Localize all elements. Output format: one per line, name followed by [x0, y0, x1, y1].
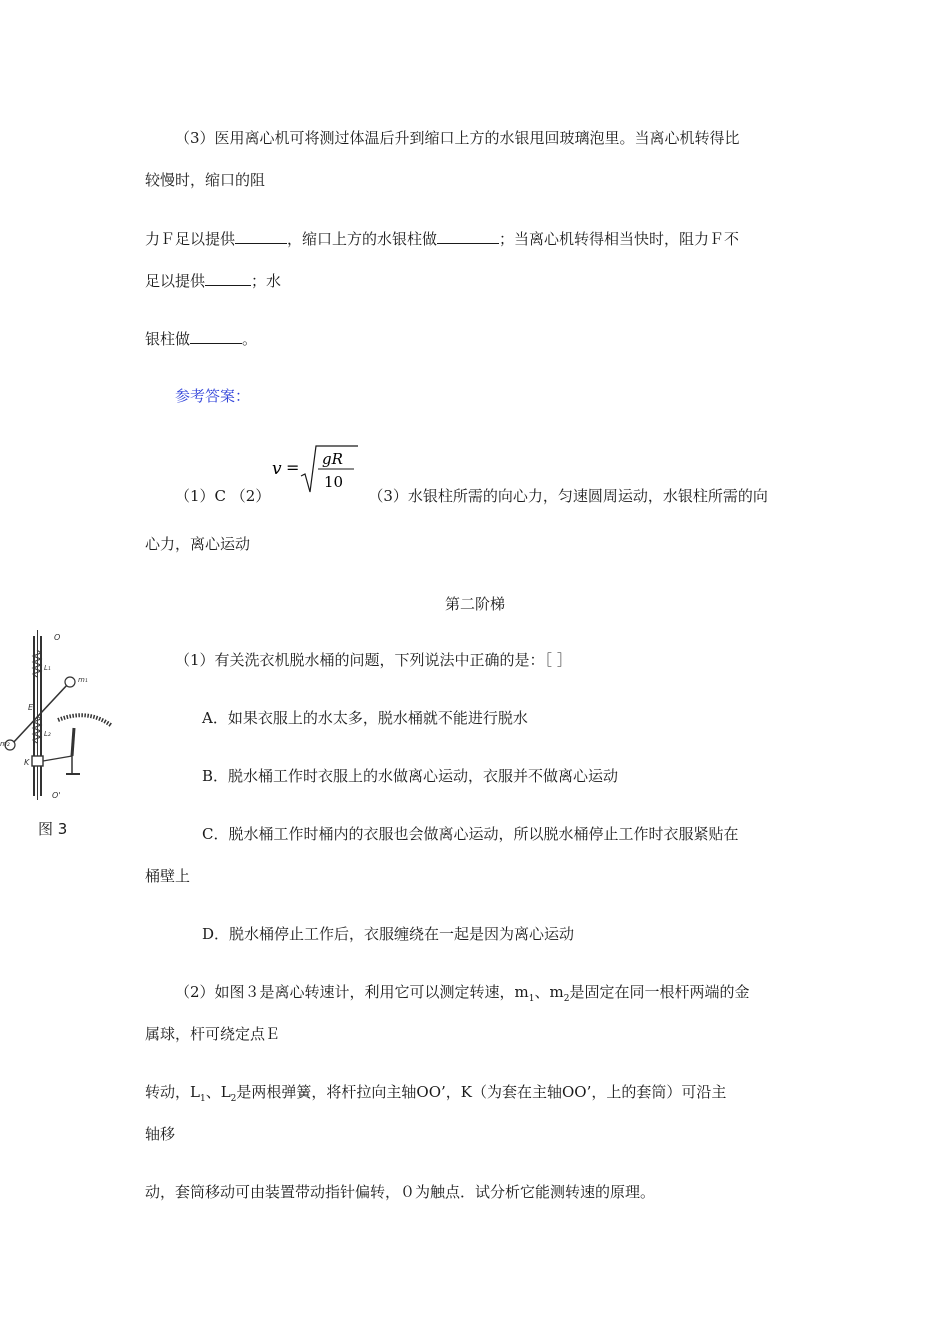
formula-numerator: gR — [322, 450, 343, 468]
dial-scale — [58, 715, 112, 726]
s2q2-line-2: 属球，杆可绕定点Ｅ — [145, 1025, 281, 1043]
s2q1-option-c-line-1: C．脱水桶工作时桶内的衣服也会做离心运动，所以脱水桶停止工作时衣服紧贴在 — [202, 825, 739, 843]
subscript-l2: 2 — [230, 1094, 237, 1104]
answer-line-1-part-b: （3）水银柱所需的向心力，匀速圆周运动，水银柱所需的向 — [368, 487, 768, 505]
blank-3 — [205, 270, 251, 286]
linkage-rod — [43, 756, 72, 761]
label-m1: m₁ — [78, 676, 88, 684]
subscript-l1: 1 — [199, 1094, 206, 1104]
centrifugal-tachometer-figure — [0, 628, 120, 800]
q3-line-1: （3）医用离心机可将测过体温后升到缩口上方的水银甩回玻璃泡里。当离心机转得比 — [175, 129, 740, 147]
q3-line-3-part-c: ；当离心机转得相当快时，阻力Ｆ不 — [499, 230, 740, 248]
q3-line-5 — [145, 328, 257, 349]
s2q2-line-3-part-c: 是两根弹簧，将杆拉向主轴OO’，K（为套在主轴OO’，上的套筒）可沿主 — [236, 1083, 727, 1101]
s2q2-line-3-part-a: 转动，L — [145, 1083, 200, 1101]
label-e: E — [28, 703, 34, 712]
figure-caption: 图 3 — [38, 820, 68, 838]
q3-line-3-part-a: 力Ｆ足以提供 — [145, 230, 236, 248]
ball-m1 — [65, 677, 75, 687]
label-l1: L₁ — [44, 664, 51, 672]
s2q2-line-1-part-b: 、m — [534, 983, 564, 1001]
sleeve-k — [32, 756, 43, 766]
answer-label: 参考答案： — [175, 387, 251, 405]
label-l2: L₂ — [44, 730, 51, 738]
s2q2-line-5: 动，套筒移动可由装置带动指针偏转，０为触点．试分析它能测转速的原理。 — [145, 1183, 656, 1201]
pointer — [72, 728, 74, 756]
q3-line-5-part-a: 银柱做 — [145, 330, 191, 348]
q3-line-3-part-b: ，缩口上方的水银柱做 — [287, 230, 438, 248]
blank-1 — [235, 228, 287, 244]
answer-line-2: 心力，离心运动 — [145, 535, 251, 553]
s2q2-line-1 — [175, 982, 750, 1009]
q3-line-4-part-a: 足以提供 — [145, 272, 206, 290]
s2q2-line-1-part-c: 是固定在同一根杆两端的金 — [569, 983, 750, 1001]
q3-line-4 — [145, 270, 281, 291]
q3-line-5-part-b: 。 — [242, 330, 258, 348]
s2q1-option-d: D．脱水桶停止工作后，衣服缠绕在一起是因为离心运动 — [202, 925, 575, 943]
answer-line-1 — [175, 486, 768, 506]
s2q2-line-1-part-a: （2）如图３是离心转速计，利用它可以测定转速，m — [175, 983, 529, 1001]
section-title: 第二阶梯 — [444, 595, 505, 613]
formula-v: v — [272, 459, 282, 479]
label-k: K — [24, 758, 30, 767]
s2q2-line-3 — [145, 1082, 726, 1109]
q3-line-3 — [145, 228, 739, 249]
label-m2: m₂ — [0, 740, 10, 748]
s2q1-option-a: A．如果衣服上的水太多，脱水桶就不能进行脱水 — [202, 709, 528, 727]
blank-4 — [190, 328, 242, 344]
s2q1-stem: （1）有关洗衣机脱水桶的问题，下列说法中正确的是：［ ］ — [175, 651, 572, 669]
q3-line-4-part-b: ；水 — [251, 272, 282, 290]
s2q1-option-b: B．脱水桶工作时衣服上的水做离心运动，衣服并不做离心运动 — [202, 767, 619, 785]
formula-equals: = — [286, 458, 300, 477]
label-o-prime: O' — [52, 791, 61, 800]
blank-2 — [437, 228, 499, 244]
label-o: O — [54, 633, 61, 642]
s2q1-option-c-line-2: 桶壁上 — [145, 867, 191, 885]
subscript-m2: 2 — [563, 994, 570, 1004]
q3-line-2: 较慢时，缩口的阻 — [145, 171, 266, 189]
s2q2-line-3-part-b: 、L — [205, 1083, 231, 1101]
subscript-m1: 1 — [528, 994, 535, 1004]
formula-denominator: 10 — [324, 473, 344, 491]
s2q2-line-4: 轴移 — [145, 1125, 176, 1143]
answer-line-1-part-a: （1）C （2） — [175, 487, 271, 505]
